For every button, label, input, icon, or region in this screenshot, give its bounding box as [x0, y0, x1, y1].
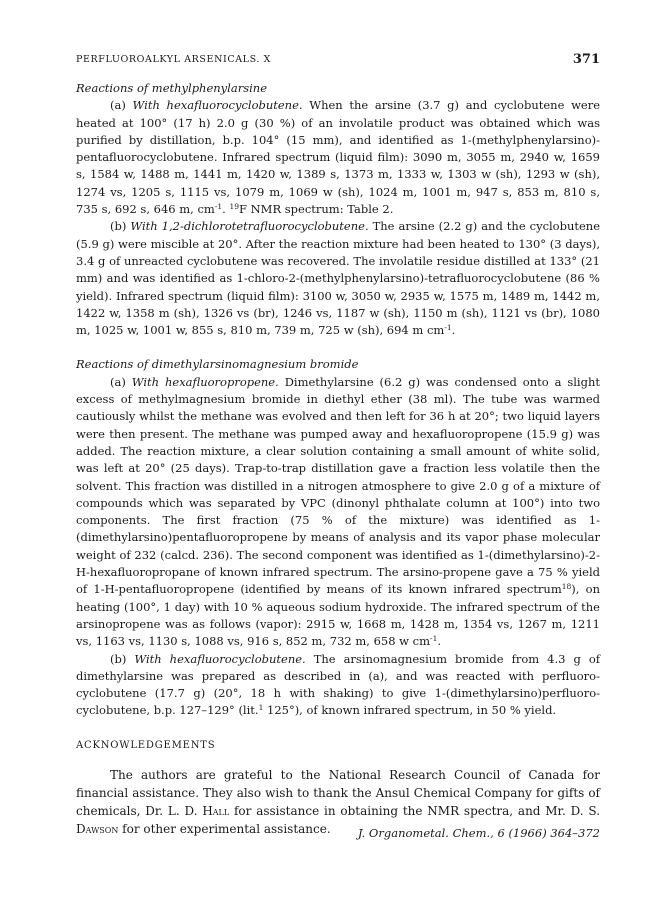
tail-1b: . [451, 323, 456, 338]
ack-name-hall: Hall [202, 803, 230, 818]
acknowledgements-heading: ACKNOWLEDGEMENTS [76, 739, 216, 751]
running-title: PERFLUOROALKYL ARSENICALS. X [76, 54, 271, 65]
ack-part3: for other experimental assistance. [118, 821, 331, 836]
spacer [76, 720, 600, 737]
paragraph-2a [76, 374, 600, 651]
ack-part2: for assistance in obtaining the NMR spectra, and Mr. D. S. [229, 803, 601, 818]
sup-2a: -1 [430, 634, 438, 644]
ref-sup-2b: 1 [258, 703, 264, 713]
paragraph-1a [76, 97, 600, 218]
tail-2a: . [437, 634, 441, 649]
ref-sup-2a: 18 [561, 582, 572, 592]
running-header [76, 52, 600, 72]
label-1a: (a) [110, 98, 126, 113]
text-2b-cont: 125°), of known infrared spectrum, in 50 % yield. [263, 703, 557, 718]
page-number: 371 [572, 52, 600, 67]
tail-1a: . [222, 202, 230, 217]
label-2a: (a) [110, 374, 126, 389]
spacer [76, 339, 600, 356]
title-2b: With hexafluorocyclobutene. [134, 651, 306, 666]
label-1b: (b) [110, 219, 127, 234]
text-1a: When the arsine (3.7 g) and cyclobutene were heated at 100° (17 h) 2.0 g (30 %) of an involatile product was obtained which was purified by distillation, b.p. 104° (15 mm), and identified as 1-(methylphenylarsino)-pentafluorocyclobutene. Infrared spectrum (liquid film): 3090 m, 3055 m, 2940 w, 1659 s, 1584 w, 1488 m, 1441 m, 1420 w, 1389 s, 1373 m, 1333 w, 1303 w (sh), 1293 w (sh), 1274 vs, 1205 s, 1115 vs, 1079 m, 1069 w (sh), 1024 m, 1001 m, 947 s, 853 m, 810 s, 735 s, 692 s, 646 m, cm [76, 98, 601, 217]
nmr-1a: F NMR spectrum: Table 2. [238, 202, 394, 217]
text-2a-cont: ), on heating (100°, 1 day) with 10 % aqueous sodium hydroxide. The infrared spectrum of the arsinopropene was as follows (vapor): 2915 w, 1668 m, 1428 m, 1354 vs, 1267 m, 1211 vs, 1163 vs, 1130 s, 1088 vs, 916 s, 852 m, 732 m, 658 w cm [76, 582, 600, 649]
paragraph-1b [76, 218, 600, 339]
nmr-sup-1a: 19 [229, 202, 239, 212]
title-1b: With 1,2-dichlorotetrafluorocyclobutene. [130, 219, 369, 234]
paragraph-2b [76, 651, 600, 720]
ack-name-dawson: Dawson [76, 821, 119, 836]
text-2b: The arsinomagnesium bromide from 4.3 g of dimethylarsine was prepared as described in (a), and was reacted with perfluoro-cyclobutene (17.7 g) (20°, 18 h with shaking) to give 1-(dimethylarsino)perfluoro-cyclobutene, b.p. 127–129° (lit. [76, 651, 600, 718]
label-2b: (b) [110, 651, 127, 666]
sup-1b: -1 [444, 323, 452, 333]
text-2a: Dimethylarsine (6.2 g) was condensed onto a slight excess of methylmagnesium bromide in diethyl ether (38 ml). The tube was warmed cautiously whilst the methane was evolved and then left for 36 h at 20°; two liquid layers were then present. The methane was pumped away and hexafluoropropene (15.9 g) was added. The reaction mixture, a clear solution containing a small amount of white solid, was left at 20° (25 days). Trap-to-trap distillation gave a fraction less volatile then the solvent. This fraction was distilled in a nitrogen atmosphere to give 2.0 g of a mixture of compounds which was separated by VPC (dinonyl phthalate column at 100°) into two components. The first fraction (75 % of the mixture) was identified as 1-(dimethylarsino)pentafluoropropene by means of analysis and its vapor phase molecular weight of 232 (calcd. 236). The second component was identified as 1-(dimethylarsino)-2-H-hexafluoropropane of known infrared spectrum. The arsino-propene gave a 75 % yield of 1-H-pentafluoropropene (identified by means of its known infrared spectrum [76, 374, 600, 597]
spacer [76, 754, 600, 766]
text-1b: The arsine (2.2 g) and the cyclobutene (5.9 g) were miscible at 20°. After the reaction mixture had been heated to 130° (3 days), 3.4 g of unreacted cyclobutene was recovered. The involatile residue distilled at 133° (21 mm) and was identified as 1-chloro-2-(methylphenylarsino)-tetrafluorocyclobutene (86 % yield). Infrared spectrum (liquid film): 3100 w, 3050 w, 2935 w, 1575 m, 1489 m, 1442 m, 1422 w, 1358 m (sh), 1326 vs (br), 1246 vs, 1187 w (sh), 1150 m (sh), 1121 vs (br), 1080 m, 1025 w, 1001 w, 855 s, 810 m, 739 m, 725 w (sh), 694 m cm [76, 219, 601, 338]
article-body [76, 80, 600, 838]
section-heading-dimethylarsinomagnesium: Reactions of dimethylarsinomagnesium bromide [76, 357, 359, 372]
ack-part1: The authors are grateful to the National Research Council of Canada for financial assistance. They also wish to thank the Ansul Chemical Company for gifts of chemicals, Dr. L. D. [76, 767, 600, 818]
section-heading-methylphenylarsine: Reactions of methylphenylarsine [76, 81, 267, 95]
journal-citation: J. Organometal. Chem., 6 (1966) 364–372 [357, 826, 600, 840]
title-1a: With hexafluorocyclobutene. [132, 98, 303, 113]
sup-1a: -1 [214, 202, 223, 212]
title-2a: With hexafluoropropene. [131, 374, 279, 389]
